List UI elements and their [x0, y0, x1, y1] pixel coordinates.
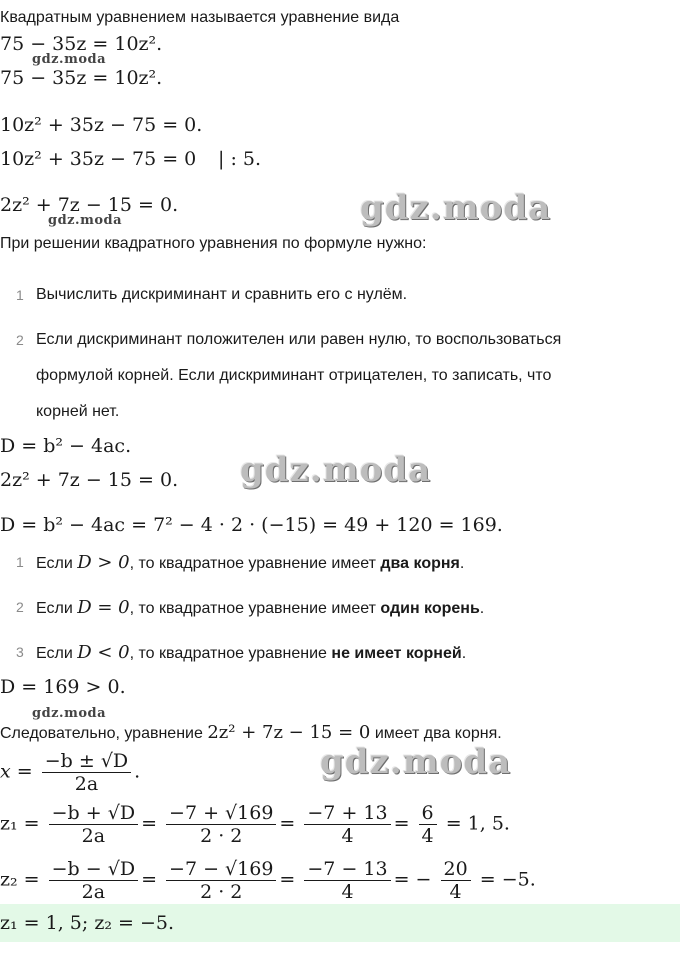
fraction-numerator: −b ± √D	[42, 750, 131, 773]
equation-reduced: 2z² + 7z − 15 = 0.	[0, 194, 179, 216]
watermark-large: gdz.moda	[240, 450, 432, 490]
root-two-calculation: z₂ = $\frac{-b - √D}{2a}$ = $\frac{-7 - √169}{2 \cdot 2}$ = $\frac{-7 - 13}{4}$ = − $\frac{20}{4}$ = −5.	[0, 858, 536, 903]
condition: D > 0	[77, 552, 130, 573]
emphasis: один корень	[380, 600, 480, 617]
root-one-calculation: z₁ = $\frac{-b + √D}{2a}$ = $\frac{-7 + √169}{2 \cdot 2}$ = $\frac{-7 + 13}{4}$ = $\frac{6}{4}$ = 1, 5.	[0, 802, 510, 847]
conclusion-text: Следовательно, уравнение 2z² + 7z − 15 = 0 имеет два корня.	[0, 722, 502, 743]
list-number: 2	[16, 599, 24, 615]
equation-original-repeat: 75 − 35z = 10z².	[0, 67, 163, 89]
equation-reduced-repeat: 2z² + 7z − 15 = 0.	[0, 469, 179, 491]
emphasis: два корня	[380, 555, 460, 572]
list-item	[16, 599, 24, 617]
watermark-large: gdz.moda	[360, 188, 552, 228]
root-formula: x = $\frac{-b \pm √D}{2a}$ .	[0, 750, 141, 795]
list-number: 1	[16, 554, 24, 570]
list-item	[16, 644, 24, 662]
list-number: 3	[16, 644, 24, 660]
condition: D = 0	[77, 597, 130, 618]
list-item	[16, 332, 24, 350]
list-item	[16, 287, 24, 305]
watermark-small: gdz.moda	[32, 52, 107, 67]
list-item-text: Если D = 0, то квадратное уравнение имеет один корень.	[36, 597, 485, 618]
list-number: 2	[16, 332, 24, 348]
list-item-text: корней нет.	[36, 403, 120, 420]
discriminant-value: D = 169 > 0.	[0, 676, 126, 698]
list-item-text: Если D < 0, то квадратное уравнение не имеет корней.	[36, 642, 467, 663]
list-item-text: Если D > 0, то квадратное уравнение имеет два корня.	[36, 552, 465, 573]
watermark-large: gdz.moda	[320, 742, 512, 782]
list-item-text: формулой корней. Если дискриминант отрицателен, то записать, что	[36, 367, 552, 384]
fraction-denominator: 2a	[74, 773, 99, 795]
divide-by-five: | : 5.	[218, 148, 262, 170]
list-item	[16, 554, 24, 572]
condition: D < 0	[77, 642, 130, 663]
equation-standard-form: 10z² + 35z − 75 = 0.	[0, 114, 203, 136]
list-item-text: Вычислить дискриминант и сравнить его с нулём.	[36, 286, 408, 303]
emphasis: не имеет корней	[331, 645, 462, 662]
discriminant-calculation: D = b² − 4ac = 7² − 4 · 2 · (−15) = 49 + 120 = 169.	[0, 514, 503, 536]
rule-intro-text: При решении квадратного уравнения по формуле нужно:	[0, 235, 427, 252]
equation-divide: 10z² + 35z − 75 = 0	[0, 148, 197, 170]
list-item-text: Если дискриминант положителен или равен нулю, то воспользоваться	[36, 331, 562, 348]
watermark-small: gdz.moda	[32, 706, 107, 721]
answer-text: z₁ = 1, 5; z₂ = −5.	[0, 912, 174, 934]
watermark-small: gdz.moda	[48, 213, 123, 228]
conclusion-equation: 2z² + 7z − 15 = 0	[207, 722, 371, 743]
list-number: 1	[16, 287, 24, 303]
discriminant-formula: D = b² − 4ac.	[0, 435, 132, 457]
intro-text: Квадратным уравнением называется уравнение вида	[0, 9, 400, 26]
equation-original: 75 − 35z = 10z².	[0, 33, 163, 55]
